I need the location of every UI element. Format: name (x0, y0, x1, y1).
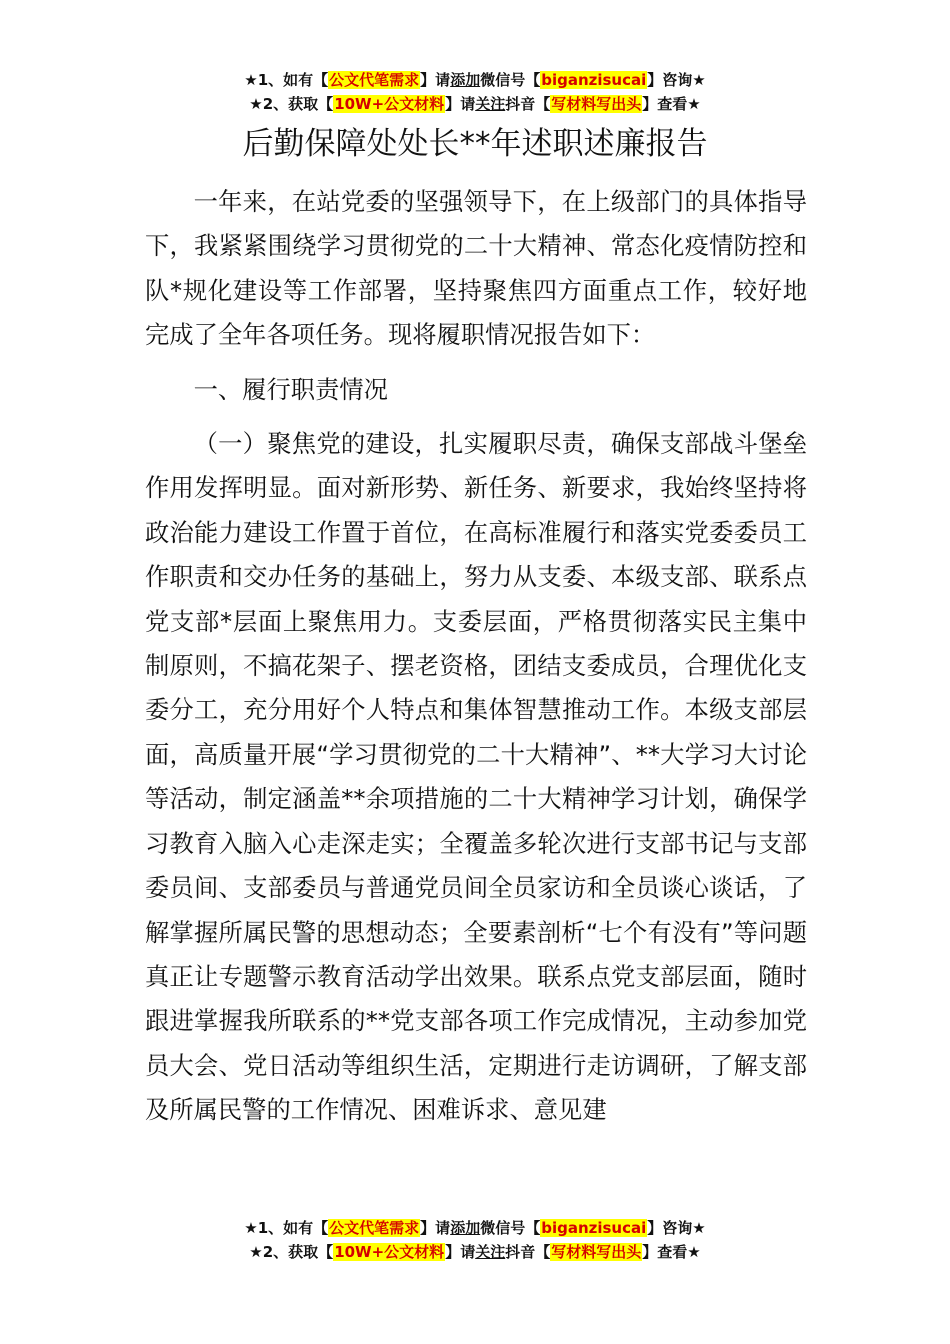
banner-underlined: 关注 (475, 95, 506, 113)
banner-text: ★2、获取【 (249, 1243, 334, 1261)
banner-text: 微信号【 (480, 71, 541, 89)
highlight-wechat-id: biganzisucai (541, 1219, 647, 1237)
highlight-service: 公文代笔需求 (329, 1219, 420, 1237)
intro-paragraph: 一年来，在站党委的坚强领导下，在上级部门的具体指导下，我紧紧围绕学习贯彻党的二十大精神、常态化疫情防控和队*规化建设等工作部署，坚持聚焦四方面重点工作，较好地完成了全年各项任务。现将履职情况报告如下： (145, 187, 807, 350)
highlight-wechat-id: biganzisucai (541, 71, 647, 89)
document-body (145, 180, 807, 1133)
banner-text: 】查看★ (642, 95, 701, 113)
banner-line-2 (0, 1240, 950, 1264)
banner-underlined: 添加 (450, 1219, 481, 1237)
banner-text: 微信号【 (480, 1219, 541, 1237)
body-paragraph: （一）聚焦党的建设，扎实履职尽责，确保支部战斗堡垒作用发挥明显。面对新形势、新任务、新要求，我始终坚持将政治能力建设工作置于首位，在高标准履行和落实党委委员工作职责和交办任务的基础上，努力从支委、本级支部、联系点党支部*层面上聚焦用力。支委层面，严格贯彻落实民主集中制原则，不搞花架子、摆老资格，团结支委成员，合理优化支委分工，充分用好个人特点和集体智慧推动工作。本级支部层面，高质量开展“学习贯彻党的二十大精神”、**大学习大讨论等活动，制定涵盖**余项措施的二十大精神学习计划，确保学习教育入脑入心走深走实；全覆盖多轮次进行支部书记与支部委员间、支部委员与普通党员间全员家访和全员谈心谈话，了解掌握所属民警的思想动态；全要素剖析“七个有没有”等问题真正让专题警示教育活动学出效果。联系点党支部层面，随时跟进掌握我所联系的**党支部各项工作完成情况，主动参加党员大会、党日活动等组织生活，定期进行走访调研，了解支部及所属民警的工作情况、困难诉求、意见建 (145, 429, 807, 1125)
banner-line-2 (0, 92, 950, 116)
banner-line-1 (0, 1216, 950, 1240)
document-title: 后勤保障处处长**年述职述廉报告 (242, 126, 708, 162)
banner-text: 】查看★ (642, 1243, 701, 1261)
banner-text: 】请 (420, 71, 451, 89)
highlight-service: 公文代笔需求 (329, 71, 420, 89)
section-heading: 一、履行职责情况 (193, 374, 388, 404)
banner-text: 抖音【 (505, 95, 551, 113)
banner-text: 】咨询★ (647, 71, 706, 89)
banner-text: 】请 (420, 1219, 451, 1237)
banner-text: ★1、如有【 (244, 1219, 329, 1237)
banner-text: ★2、获取【 (249, 95, 334, 113)
banner-text: 】请 (445, 1243, 476, 1261)
banner-underlined: 关注 (475, 1243, 506, 1261)
banner-text: 】咨询★ (647, 1219, 706, 1237)
highlight-douyin: 写材料写出头 (551, 95, 642, 113)
banner-text: 】请 (445, 95, 476, 113)
banner-line-1 (0, 68, 950, 92)
banner-text: 抖音【 (505, 1243, 551, 1261)
banner-text: ★1、如有【 (244, 71, 329, 89)
top-banner (0, 68, 950, 116)
banner-underlined: 添加 (450, 71, 481, 89)
highlight-douyin: 写材料写出头 (551, 1243, 642, 1261)
highlight-materials: 10W+公文材料 (334, 95, 445, 113)
bottom-banner (0, 1216, 950, 1264)
highlight-materials: 10W+公文材料 (334, 1243, 445, 1261)
